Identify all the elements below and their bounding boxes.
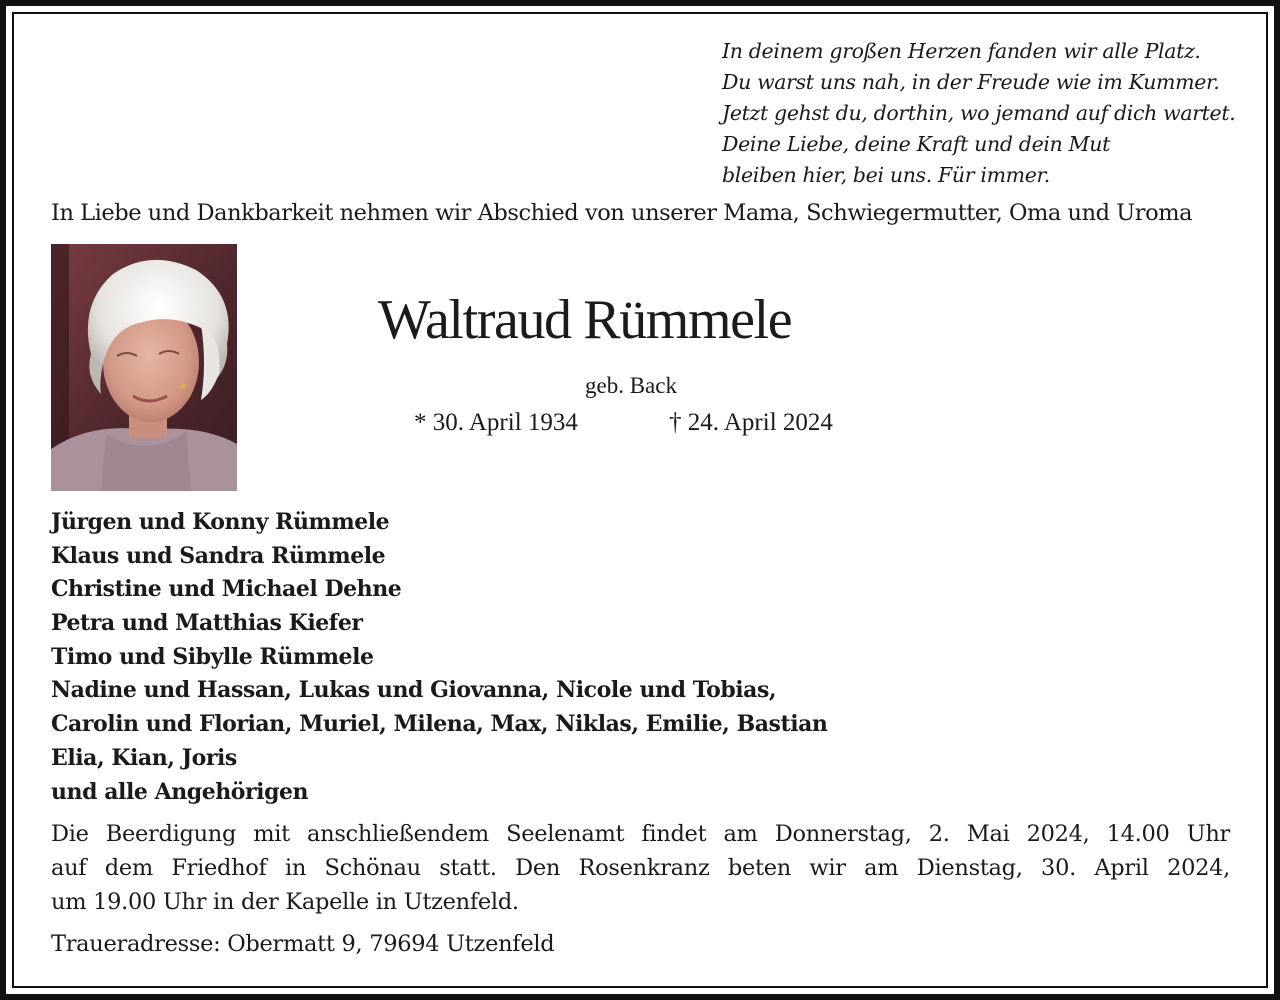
poem-line: Jetzt gehst du, dorthin, wo jemand auf dich wartet. [722,101,1236,125]
poem [722,36,1235,191]
mourner-line: Christine und Michael Dehne [51,576,402,603]
poem-line: Deine Liebe, deine Kraft und dein Mut [722,132,1110,156]
mourner-line: Elia, Kian, Joris [51,744,237,771]
funeral-line: Die Beerdigung mit anschließendem Seelenamt findet am Donnerstag, 2. Mai 2024, 14.00 Uhr [51,821,1230,847]
poem-line: Du warst uns nah, in der Freude wie im Kummer. [722,70,1220,94]
poem-line: In deinem großen Herzen fanden wir alle Platz. [722,39,1201,63]
mourner-line: Nadine und Hassan, Lukas und Giovanna, Nicole und Tobias, [51,677,777,704]
mourning-address: Traueradresse: Obermatt 9, 79694 Utzenfeld [51,931,555,957]
funeral-line: um 19.00 Uhr in der Kapelle in Utzenfeld. [51,889,519,915]
mourner-line: Klaus und Sandra Rümmele [51,542,386,569]
funeral-line: auf dem Friedhof in Schönau statt. Den Rosenkranz beten wir am Dienstag, 30. April 2024, [51,855,1230,881]
mourner-line: Petra und Matthias Kiefer [51,610,363,637]
mourner-line: Jürgen und Konny Rümmele [51,509,390,535]
birth-date: * 30. April 1934 [414,409,578,436]
funeral-info [51,817,1230,919]
mourner-line: Timo und Sibylle Rümmele [51,643,374,670]
poem-line: bleiben hier, bei uns. Für immer. [722,163,1050,187]
mourner-line: Carolin und Florian, Muriel, Milena, Max, Niklas, Emilie, Bastian [51,711,828,738]
deceased-name: Waltraud Rümmele [378,289,792,351]
mourner-line: und alle Angehörigen [51,778,309,805]
portrait-photo [51,244,237,491]
death-date: † 24. April 2024 [669,409,833,436]
intro-text: In Liebe und Dankbarkeit nehmen wir Abschied von unserer Mama, Schwiegermutter, Oma und Uroma [51,200,1193,226]
birth-name: geb. Back [585,373,677,398]
mourners-list [51,506,827,809]
